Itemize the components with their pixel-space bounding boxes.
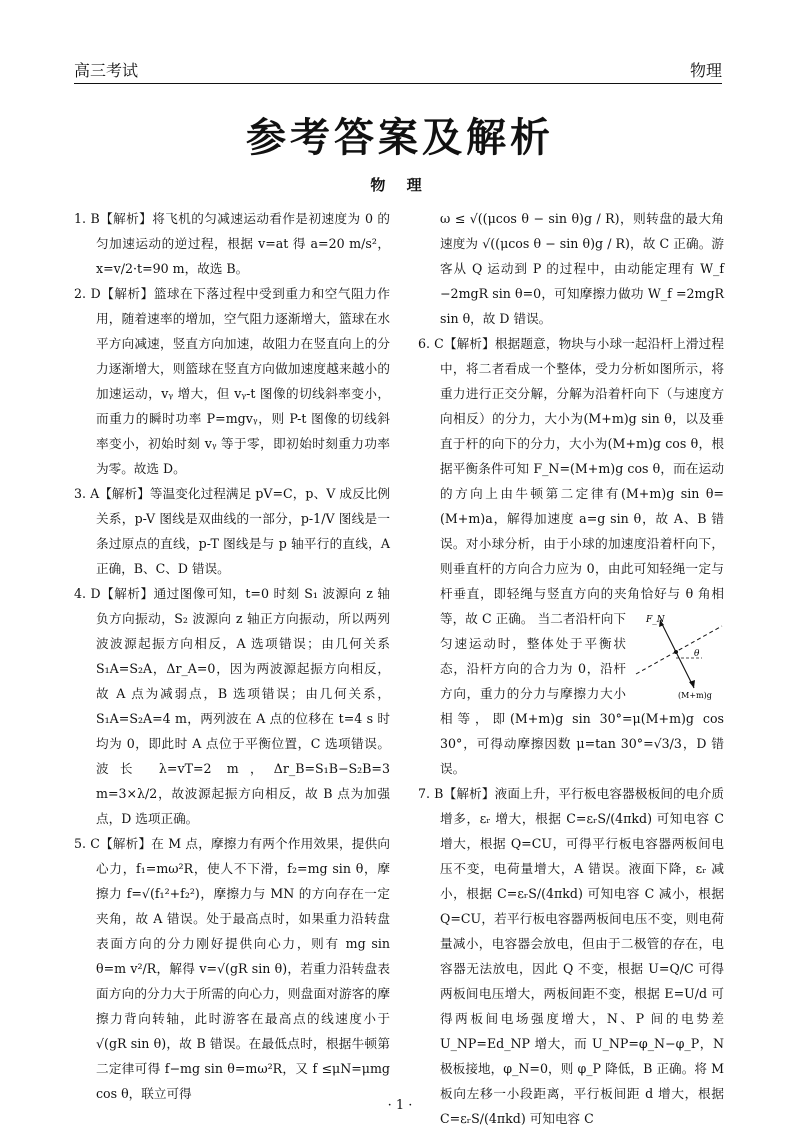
- section-subject: 物 理: [370, 176, 430, 194]
- answer-item-5: 5. C【解析】在 M 点，摩擦力有两个作用效果，提供向心力，f₁=mω²R，使人不下滑，f₂=mg sin θ，摩擦力 f=√(f₁²+f₂²)，摩擦力与 MN 的方向存在一定夹角，故 A 错误。处于最高点时，如果重力沿转盘表面方向的分力刚好提供向心力，则有 mg sin θ=m v²/R，解得 v=√(gR sin θ)，若重力沿转盘表面方向的分力大于所需的向心力，则盘面对游客的摩擦力背向转轴，此时游客在最高点的线速度小于 √(gR sin θ)，故 B 错误。在最低点时，根据牛顿第二定律可得 f−mg sin θ=mω²R，又 f ≤μN=μmg cos θ，联立可得: [74, 836, 390, 1101]
- theta-label: θ: [694, 649, 700, 659]
- answer-item-6-text: 6. C【解析】根据题意，物块与小球一起沿杆上滑过程中，将二者看成一个整体，受力分析如图所示，将重力进行正交分解，分解为沿着杆向下（与速度方向相反）的分力，大小为(M+m)g sin θ，以及垂直于杆的向下的分力，大小为(M+m)g cos θ，根据平衡条件可知 F_N=(M+m)g cos θ，而在运动的方向上由牛顿第二定律有(M+m)g sin θ=(M+m)a，解得加速度 a=g sin θ，故 A、B 错误。对小球分析，由于小球的加速度沿着杆向下，则垂直杆的方向合力应为 0，由此可知轻绳一定与杆垂直，即轻绳与竖直方向的夹角恰好与 θ 角相等，故 C 正确。: [418, 336, 724, 626]
- page-header: [74, 58, 722, 84]
- answer-item-6-text-continued: 当二者沿杆向下匀速运动时，整体处于平衡状态，沿杆方向的合力为 0，沿杆方向，重力的分力与摩擦力大小相等，即(M+m)g sin 30°=μ(M+m)g cos 30°，可得动摩擦因数 μ=tan 30°=√3/3，D 错误。: [440, 611, 724, 776]
- page-title: 参考答案及解析: [246, 115, 554, 161]
- header-divider: [74, 83, 722, 84]
- gravity-label: (M+m)g: [678, 691, 712, 700]
- subject-name: 物理: [689, 61, 722, 80]
- page-number: · 1 ·: [387, 1098, 413, 1113]
- answer-item-4: 4. D【解析】通过图像可知，t=0 时刻 S₁ 波源向 z 轴负方向振动，S₂ 波源向 z 轴正方向振动，所以两列波波源起振方向相反，A 选项错误；由几何关系 S₁A=S₂A，Δr_A=0，因为两波源起振方向相反，故 A 点为减弱点，B 选项错误；由几何关系，S₁A=S₂A=4 m，两列波在 A 点的位移在 t=4 s 时均为 0，即此时 A 点位于平衡位置，C 选项错误。波长 λ=vT=2 m，Δr_B=S₁B−S₂B=3 m=3×λ/2，故波源起振方向相反，故 B 点为加强点，D 选项正确。: [74, 586, 390, 826]
- answer-item-1: 1. B【解析】将飞机的匀减速运动看作是初速度为 0 的匀加速运动的逆过程，根据 v=at 得 a=20 m/s²，x=v/2·t=90 m，故选 B。: [74, 211, 390, 276]
- answer-item-5-continued: ω ≤ √((μcos θ − sin θ)g / R)，则转盘的最大角速度为 √((μcos θ − sin θ)g / R)，故 C 正确。游客从 Q 运动到 P 的过程中，由动能定理有 W_f −2mgR sin θ=0，可知摩擦力做功 W_f =2mgR sin θ，故 D 错误。: [440, 211, 724, 326]
- force-diagram: [632, 608, 724, 700]
- fn-label: F_N: [646, 615, 665, 625]
- answer-item-2: 2. D【解析】篮球在下落过程中受到重力和空气阻力作用，随着速率的增加，空气阻力逐渐增大，篮球在水平方向减速，竖直方向加速，故阻力在竖直向上的分力逐渐增大，则篮球在竖直方向做加速度越来越小的加速运动，vᵧ 增大，但 vᵧ-t 图像的切线斜率变小，而重力的瞬时功率 P=mgvᵧ，则 P-t 图像的切线斜率变小，初始时刻 vᵧ 等于零，即初始时刻重力功率为零。故选 D。: [74, 286, 390, 476]
- right-column: [418, 206, 724, 1131]
- answer-item-6: [418, 331, 724, 781]
- gravity-arrowhead: [689, 680, 695, 688]
- left-column: [74, 206, 390, 1106]
- exam-name: 高三考试: [74, 61, 139, 80]
- answer-item-7: 7. B【解析】液面上升，平行板电容器极板间的电介质增多，εᵣ 增大，根据 C=εᵣS/(4πkd) 可知电容 C 增大，根据 Q=CU，可得平行板电容器两板间电压不变，电荷量增大，A 错误。液面下降，εᵣ 减小，根据 C=εᵣS/(4πkd) 可知电容 C 减小，根据 Q=CU，若平行板电容器两板间电压不变，则电荷量减小，电容器会放电，但由于二极管的存在，电容器无法放电，因此 Q 不变，根据 U=Q/C 可得两板间电压增大，两板间距不变，根据 E=U/d 可得两板间电场强度增大，N、P 间的电势差 U_NP=Ed_NP 增大，而 U_NP=φ_N−φ_P，N 极板接地，φ_N=0，则 φ_P 降低，B 正确。将 M 板向左移一小段距离，平行板间距 d 增大，根据 C=εᵣS/(4πkd) 可知电容 C: [418, 786, 724, 1126]
- answer-item-3: 3. A【解析】等温变化过程满足 pV=C，p、V 成反比例关系，p-V 图线是双曲线的一部分，p-1/V 图线是一条过原点的直线，p-T 图线是与 p 轴平行的直线，A 正确，B、C、D 错误。: [74, 486, 390, 576]
- rod-line: [636, 626, 722, 674]
